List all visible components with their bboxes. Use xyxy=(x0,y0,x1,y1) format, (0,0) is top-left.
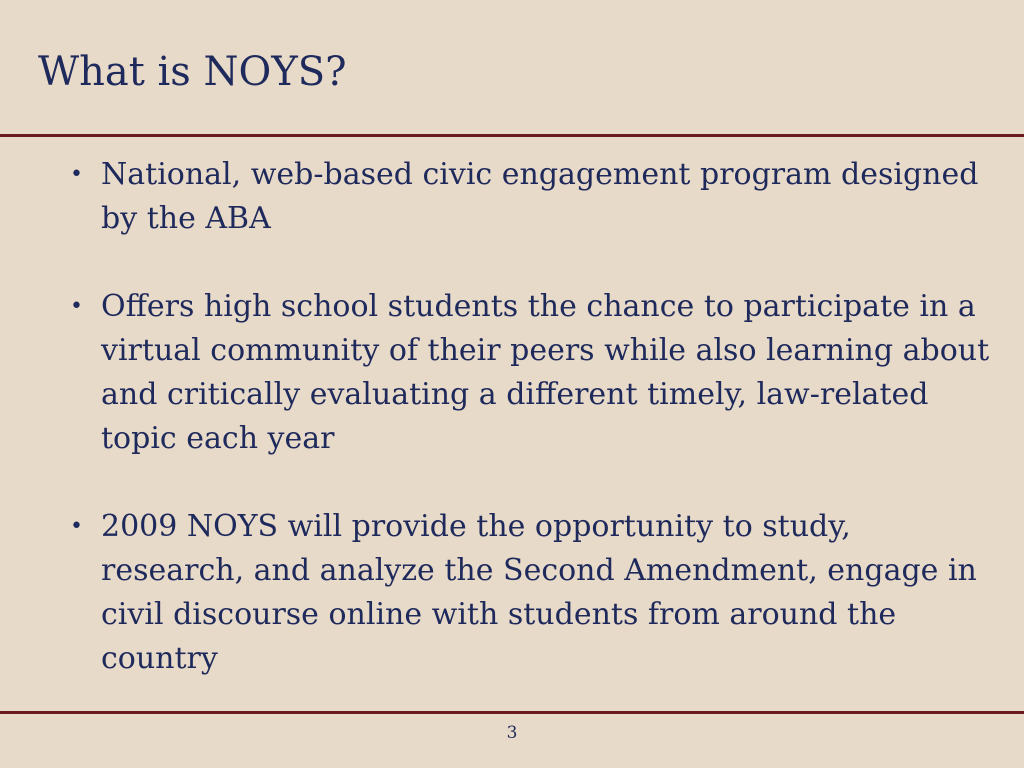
bullet-text: Offers high school students the chance to participate in a virtual community of their peers while also learning about and critically evaluating a different timely, law-related topic each year xyxy=(101,289,990,456)
bullet-list xyxy=(70,153,990,681)
bullet-text: National, web-based civic engagement program designed by the ABA xyxy=(101,157,979,236)
bullet-item xyxy=(70,285,990,461)
bullet-dot-icon: • xyxy=(70,294,83,319)
title-divider xyxy=(0,134,1024,137)
bullet-dot-icon: • xyxy=(70,162,83,187)
slide-title: What is NOYS? xyxy=(38,49,347,95)
bullet-item xyxy=(70,505,990,681)
bullet-item xyxy=(70,153,990,241)
footer-divider xyxy=(0,711,1024,714)
bullet-text: 2009 NOYS will provide the opportunity to study, research, and analyze the Second Amendment, engage in civil discourse online with students from around the country xyxy=(101,509,977,676)
bullet-dot-icon: • xyxy=(70,514,83,539)
page-number: 3 xyxy=(506,723,518,743)
